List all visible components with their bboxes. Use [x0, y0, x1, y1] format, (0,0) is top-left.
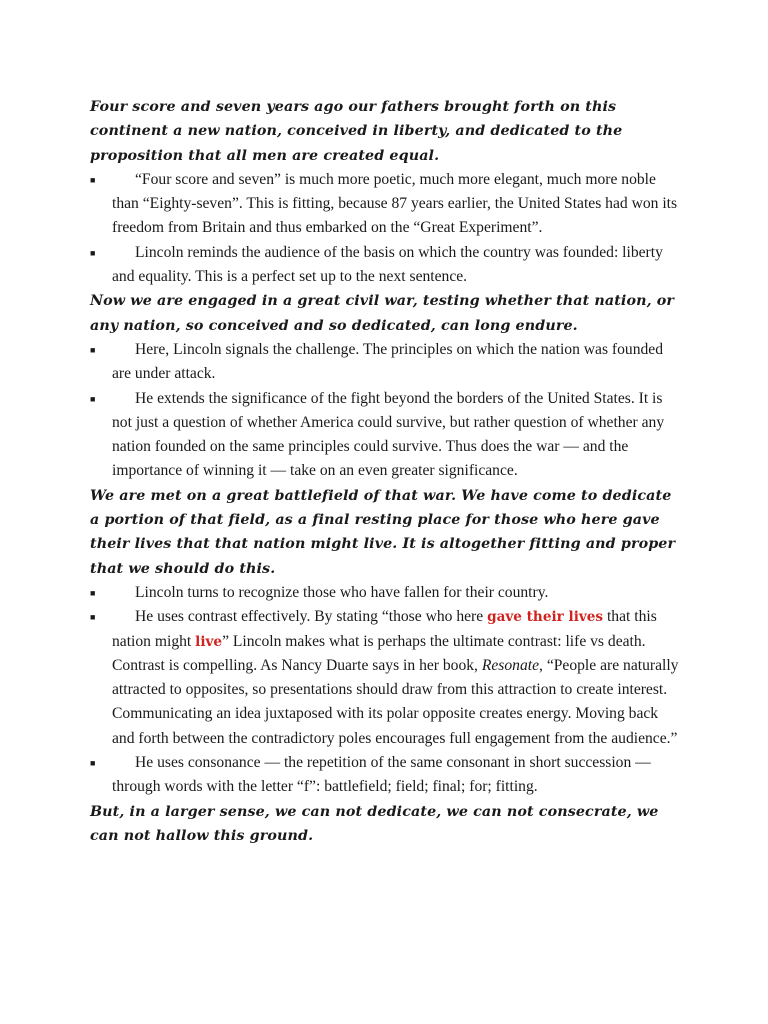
square-bullet-icon: ■ — [90, 758, 96, 769]
bullet-text: He extends the significance of the fight beyond the borders of the United States. It is not just a question of whether America could survive, but rather question of whether any nation founded on the same principles could survive. Thus does the war — and the importance of winning it — take on an even greater significance. — [112, 389, 665, 480]
list-item — [90, 338, 680, 387]
speech-quote-4: But, in a larger sense, we can not dedicate, we can not consecrate, we can not hallow this ground. — [90, 803, 659, 844]
square-bullet-icon: ■ — [90, 587, 96, 598]
bullet-text: “Four score and seven” is much more poetic, much more elegant, much more noble than “Eighty-seven”. This is fitting, because 87 years earlier, the United States had won its freedom from Britain and thus embarked on the “Great Experiment”. — [112, 170, 678, 237]
bullet-text-part: ” Lincoln makes what is perhaps the ultimate contrast: life vs death. Contrast is compelling. As Nancy Duarte says in her book, — [112, 632, 646, 674]
bullet-text: Lincoln turns to recognize those who have fallen for their country. — [135, 583, 549, 601]
document-page — [90, 95, 680, 848]
speech-quote-3: We are met on a great battlefield of that war. We have come to dedicate a portion of that field, as a final resting place for those who here gave their lives that that nation might live. It is altogether fitting and proper that we should do this. — [90, 487, 676, 577]
book-title: Resonate — [481, 656, 540, 674]
list-item — [90, 387, 680, 484]
highlight-live: live — [195, 633, 223, 650]
list-item — [90, 168, 680, 241]
speech-quote-1: Four score and seven years ago our fathers brought forth on this continent a new nation, conceived in liberty, and dedicated to the proposition that all men are created equal. — [90, 99, 623, 164]
list-item — [90, 751, 680, 800]
bullet-text-part: that this nation might — [112, 608, 657, 650]
square-bullet-icon: ■ — [90, 393, 96, 404]
square-bullet-icon: ■ — [90, 247, 96, 258]
list-item — [90, 241, 680, 290]
bullet-text: Lincoln reminds the audience of the basis on which the country was founded: liberty and equality. This is a perfect set up to the next sentence. — [112, 243, 663, 286]
speech-quote-2: Now we are engaged in a great civil war, testing whether that nation, or any nation, so conceived and so dedicated, can long endure. — [90, 293, 675, 334]
highlight-gave-their-lives: gave their lives — [487, 609, 604, 626]
bullet-text-part: He uses contrast effectively. By stating “those who here — [135, 608, 488, 626]
list-item-contrast — [90, 605, 680, 751]
bullet-text: He uses consonance — the repetition of the same consonant in short succession — through words with the letter “f”: battlefield; field; final; for; fitting. — [112, 754, 651, 796]
square-bullet-icon: ■ — [90, 612, 96, 623]
bullet-text: Here, Lincoln signals the challenge. The principles on which the nation was founded are under attack. — [112, 340, 664, 383]
square-bullet-icon: ■ — [90, 174, 96, 185]
square-bullet-icon: ■ — [90, 344, 96, 355]
bullet-text-part: , “People are naturally attracted to opposites, so presentations should draw from this attraction to create interest. Communicating an idea juxtaposed with its polar opposite creates energy. Moving back and forth between the contradictory poles encourages full engagement from the audience.” — [112, 656, 679, 747]
list-item — [90, 581, 680, 605]
